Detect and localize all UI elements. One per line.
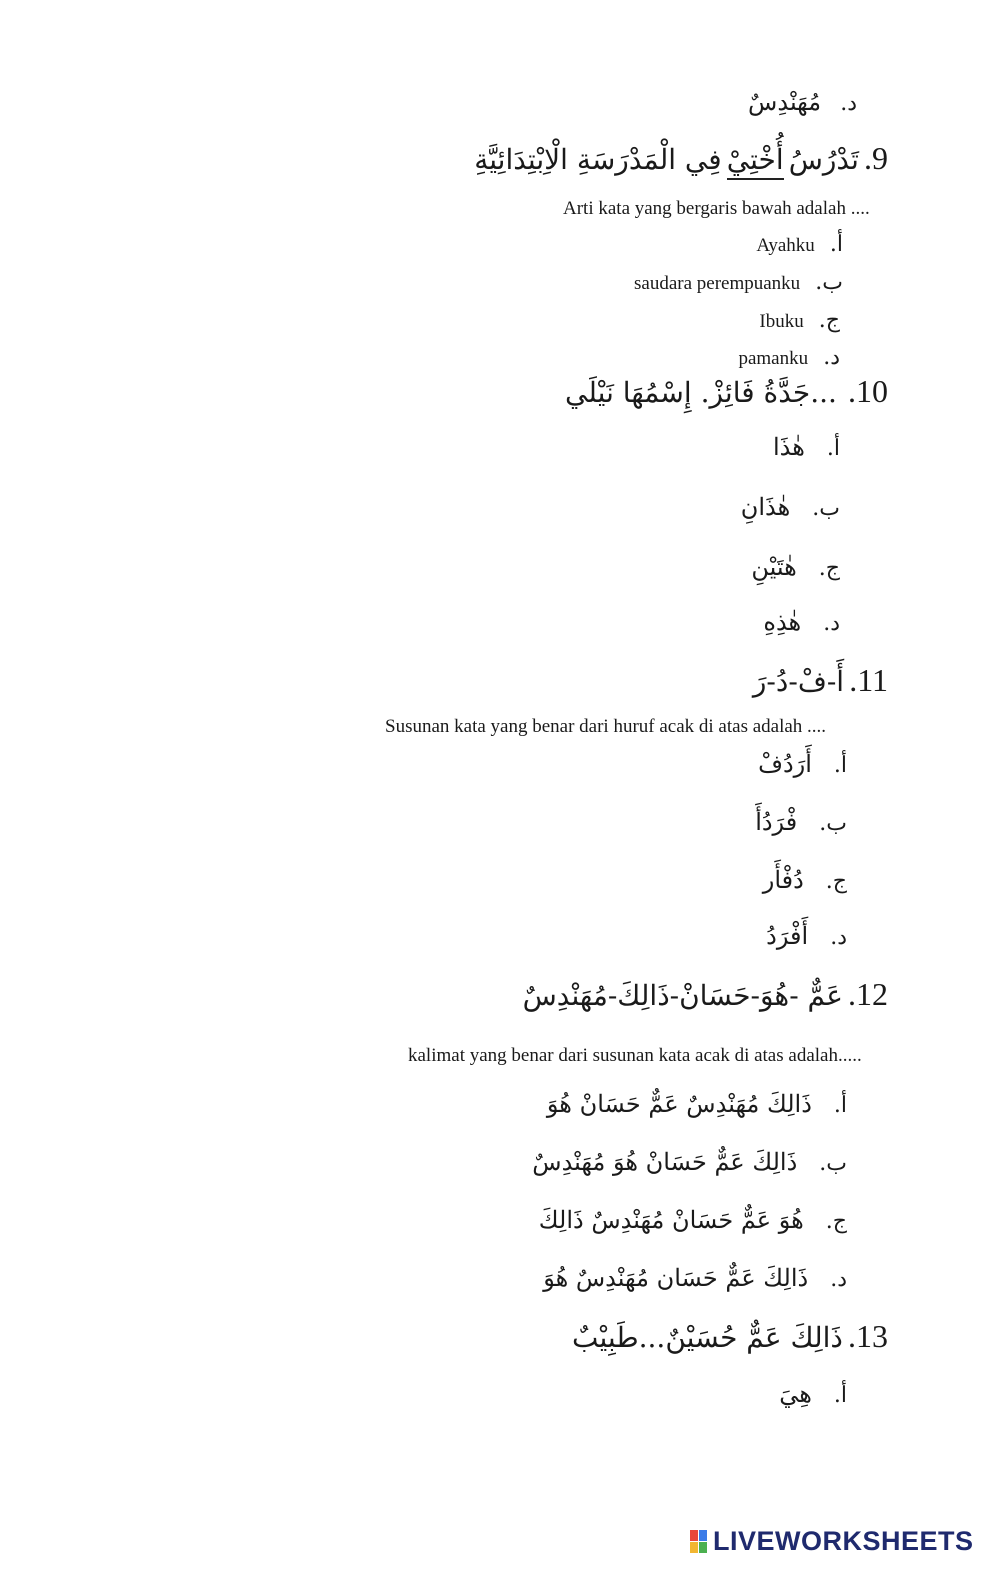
q12-option-b[interactable] (532, 1148, 847, 1176)
option-text: Ayahku (756, 235, 815, 256)
question-number: 12. (848, 976, 888, 1012)
question-11 (753, 662, 888, 699)
option-marker: أ. (833, 753, 847, 778)
option-text: هٰذَا (772, 433, 805, 461)
option-text: saudara perempuanku (634, 273, 801, 294)
question-text: ذَالِكَ عَمٌّ حُسَيْنٌ...طَبِيْبٌ (571, 1321, 843, 1354)
q9-option-b[interactable] (634, 270, 843, 295)
option-marker: أ. (829, 232, 843, 257)
question-word: تَدْرُسُ (788, 143, 859, 176)
question-10 (565, 373, 888, 410)
question-number: 9. (864, 140, 888, 176)
option-text: دُفْأَر (762, 866, 804, 894)
option-text: ذَالِكَ عَمٌّ حَسَان مُهَنْدِسٌ هُوَ (543, 1264, 809, 1292)
option-marker: ب. (812, 496, 840, 521)
option-marker: ج. (818, 556, 840, 581)
question-number: 10. (848, 373, 888, 409)
option-text: ذَالِكَ عَمٌّ حَسَانْ هُوَ مُهَنْدِسٌ (532, 1148, 798, 1176)
option-marker: ب. (819, 811, 847, 836)
q8-option-d (748, 88, 857, 116)
option-text: هٰذَانِ (740, 493, 791, 521)
option-text: أَفْرَدُ (766, 922, 809, 950)
option-text: هٰذِهِ (763, 608, 802, 636)
option-text: Ibuku (759, 311, 804, 332)
q11-instruction: Susunan kata yang benar dari huruf acak di atas adalah .... (385, 716, 827, 737)
q9-option-c[interactable] (759, 308, 840, 333)
option-marker: أ. (826, 436, 840, 461)
option-text: ذَالِكَ مُهَنْدِسٌ عَمٌّ حَسَانْ هُوَ (546, 1090, 812, 1118)
question-number: 13. (848, 1318, 888, 1354)
q10-option-a[interactable] (773, 433, 840, 461)
q12-option-c[interactable] (539, 1206, 847, 1234)
option-text: هٰتَيْنِ (751, 553, 797, 581)
q11-option-d[interactable] (766, 922, 847, 950)
option-marker: أ. (833, 1093, 847, 1118)
option-text: pamanku (738, 348, 809, 369)
q11-option-a[interactable] (758, 750, 847, 778)
q12-instruction: kalimat yang benar dari susunan kata acak di atas adalah..... (408, 1045, 862, 1066)
option-marker: د. (823, 345, 840, 370)
q10-option-d[interactable] (763, 608, 840, 636)
q9-option-a[interactable] (756, 232, 843, 257)
question-12 (523, 976, 888, 1013)
q10-option-c[interactable] (751, 553, 840, 581)
q10-option-b[interactable] (741, 493, 840, 521)
question-text: أَ-فْ-دُ-رَ (752, 665, 845, 698)
option-text: هُوَ عَمٌّ حَسَانْ مُهَنْدِسٌ ذَالِكَ (538, 1206, 804, 1234)
option-marker: ج. (818, 308, 840, 333)
q9-option-d[interactable] (738, 345, 840, 370)
q13-option-a[interactable] (779, 1380, 847, 1408)
option-text: أَرَدُفْ (758, 750, 812, 778)
option-marker: ب. (815, 270, 843, 295)
liveworksheets-logo-icon (690, 1530, 707, 1553)
option-marker: د. (840, 91, 857, 116)
q11-option-c[interactable] (763, 866, 847, 894)
option-text: فْرَدُأَ (755, 808, 798, 836)
underlined-word: أُخْتِيْ (727, 143, 784, 180)
option-marker: د. (823, 611, 840, 636)
question-number: 11. (849, 662, 888, 698)
question-13 (572, 1318, 888, 1355)
q11-option-b[interactable] (755, 808, 847, 836)
brand-name: LIVEWORKSHEETS (713, 1526, 974, 1556)
option-marker: أ. (833, 1383, 847, 1408)
option-text: مُهَنْدِسٌ (748, 88, 822, 116)
q9-instruction: Arti kata yang bergaris bawah adalah .... (563, 198, 870, 219)
q12-option-a[interactable] (547, 1090, 847, 1118)
question-text: عَمٌّ -هُوَ-حَسَانْ-ذَالِكَ-مُهَنْدِسٌ (522, 979, 843, 1012)
question-word: فِي الْمَدْرَسَةِ الْاِبْتِدَائِيَّةِ (474, 143, 722, 176)
option-marker: ج. (825, 869, 847, 894)
q12-option-d[interactable] (543, 1264, 847, 1292)
question-text: ...جَدَّةُ فَائِزْ. إِسْمُهَا نَيْلَي (565, 376, 837, 409)
option-marker: ج. (825, 1209, 847, 1234)
question-9 (474, 140, 888, 177)
option-marker: د. (830, 925, 847, 950)
option-marker: د. (830, 1267, 847, 1292)
option-marker: ب. (819, 1151, 847, 1176)
option-text: هِيَ (779, 1380, 812, 1408)
liveworksheets-brand (690, 1526, 974, 1557)
